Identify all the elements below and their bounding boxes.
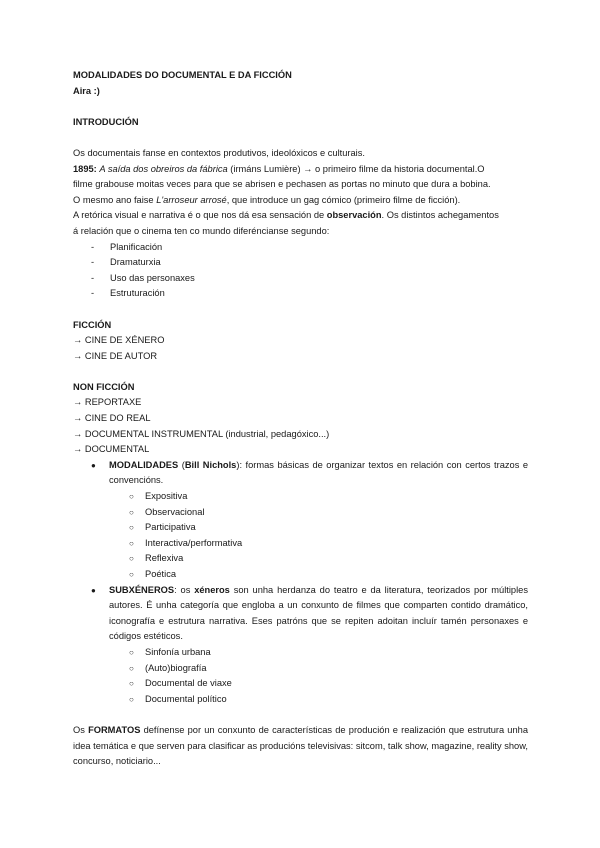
- formatos-bold: FORMATOS: [88, 724, 141, 735]
- intro-paragraph-2-line-1: [73, 162, 528, 178]
- circle-marker: ○: [129, 647, 134, 657]
- intro-paragraph-1: Os documentais fanse en contextos produtivos, ideolóxicos e culturais.: [73, 147, 365, 158]
- subxenero-item: [73, 676, 528, 692]
- modalidade-label: Participativa: [145, 522, 196, 533]
- nonfiction-item: → DOCUMENTAL: [73, 444, 150, 455]
- subxenero-label: Documental político: [145, 693, 227, 704]
- circle-marker: ○: [129, 663, 134, 673]
- p3-text-b: , que introduce un gag cómico (primeiro filme de ficción).: [226, 194, 461, 205]
- list-item: [73, 255, 528, 271]
- subxeneros-bold: xéneros: [194, 584, 230, 595]
- intro-p2-rest: (irmáns Lumière) → o primeiro filme da historia documental.O: [227, 163, 485, 174]
- p3-text-a: O mesmo ano faise: [73, 194, 157, 205]
- intro-paragraph-4-line-2: á relación que o cinema ten co mundo diferéncianse segundo:: [73, 225, 330, 236]
- modalidade-item: [73, 505, 528, 521]
- intro-paragraph-4-line-1: [73, 208, 528, 224]
- nonfiction-item: → REPORTAXE: [73, 397, 142, 408]
- modalidade-label: Poética: [145, 569, 177, 579]
- fiction-item: → CINE DE AUTOR: [73, 350, 158, 361]
- author-line: Aira :): [73, 85, 100, 96]
- formatos-text-a: Os: [73, 724, 89, 735]
- circle-marker: ○: [129, 570, 134, 579]
- subxenero-label: Sinfonía urbana: [145, 646, 211, 657]
- dash-marker: -: [91, 257, 95, 268]
- modalidades-author: Bill Nichols: [184, 459, 237, 470]
- modalidade-item: [73, 520, 528, 536]
- list-item: [73, 240, 528, 256]
- subxeneros-text-a: : os: [174, 584, 195, 595]
- subxenero-item: [73, 692, 528, 708]
- fiction-heading: FICCIÓN: [73, 319, 112, 330]
- modalidade-item: [73, 489, 528, 505]
- subxenero-label: Documental de viaxe: [145, 678, 232, 689]
- subxenero-item: [73, 645, 528, 661]
- modalidade-label: Observacional: [145, 506, 205, 517]
- list-item: [73, 271, 528, 287]
- p4-text-a: A retórica visual e narrativa é o que nos dá esa sensación de: [73, 210, 327, 221]
- list-item-label: Dramaturxia: [110, 257, 161, 268]
- subxenero-item: [73, 661, 528, 677]
- list-item: [73, 286, 528, 302]
- modalidade-label: Reflexiva: [145, 553, 184, 564]
- p4-bold: observación: [326, 210, 382, 221]
- nonfiction-item: → DOCUMENTAL INSTRUMENTAL (industrial, pedagóxico...): [73, 428, 330, 439]
- intro-paragraph-2-line-2: filme grabouse moitas veces para que se abrisen e pechasen as portas no minuto que dura a bobina.: [73, 179, 491, 190]
- subxeneros-label: SUBXÉNEROS: [109, 584, 175, 595]
- bullet-marker: ●: [91, 585, 96, 595]
- nonfiction-item: → CINE DO REAL: [73, 413, 151, 424]
- subxenero-label: (Auto)biografía: [145, 662, 207, 673]
- modalidade-label: Interactiva/performativa: [145, 537, 243, 548]
- circle-marker: ○: [129, 523, 134, 533]
- modalidades-bullet: [73, 458, 528, 489]
- list-item-label: Uso das personaxes: [110, 272, 195, 283]
- nonfiction-heading: NON FICCIÓN: [73, 381, 135, 392]
- intro-paragraph-3: [73, 193, 528, 209]
- subxeneros-bullet: [73, 583, 528, 645]
- list-item-label: Estruturación: [110, 288, 165, 299]
- circle-marker: ○: [129, 679, 134, 689]
- dash-marker: -: [91, 241, 95, 252]
- circle-marker: ○: [129, 492, 134, 502]
- film-title-arroseur: L'arroseur arrosé: [156, 194, 227, 205]
- modalidades-label: MODALIDADES: [109, 459, 179, 470]
- film-title-lumiere: A saída dos obreiros da fábrica: [99, 163, 228, 174]
- circle-marker: ○: [129, 694, 134, 704]
- dash-marker: -: [91, 288, 95, 299]
- modalidade-item: [73, 567, 528, 583]
- bullet-marker: ●: [91, 460, 96, 470]
- dash-marker: -: [91, 272, 95, 283]
- document-page: [73, 68, 528, 770]
- year-label: 1895:: [73, 163, 97, 174]
- list-item-label: Planificación: [110, 241, 163, 252]
- modalidades-text: ): formas básicas de organizar textos en relación con certos trazos e convencións.: [109, 459, 529, 486]
- intro-heading: INTRODUCIÓN: [73, 116, 139, 127]
- modalidade-item: [73, 551, 528, 567]
- circle-marker: ○: [129, 507, 134, 517]
- circle-marker: ○: [129, 554, 134, 564]
- modalidades-paren: (: [178, 459, 185, 470]
- p4-text-b: . Os distintos achegamentos: [381, 210, 499, 221]
- fiction-item: → CINE DE XÉNERO: [73, 335, 165, 346]
- modalidade-item: [73, 536, 528, 552]
- circle-marker: ○: [129, 538, 134, 548]
- subxeneros-text: son unha herdanza do teatro e da literatura, teorizados por múltiples autores. É unha categoría que engloba a un conxunto de filmes que comparten contido dramático, iconografía e estrutura narrativa. Eses patróns que se repiten adoitan incluír tamén personaxes e códigos estéticos.: [109, 584, 528, 642]
- formatos-paragraph: [73, 723, 528, 770]
- modalidade-label: Expositiva: [145, 491, 188, 502]
- formatos-text: defínense por un conxunto de características de produción e realización que estrutura unha idea temática e que serven para clasificar as producións televisivas: sitcom, talk show, magazine, reality show, concurso, noticiario...: [73, 724, 528, 767]
- document-title: MODALIDADES DO DOCUMENTAL E DA FICCIÓN: [73, 70, 292, 80]
